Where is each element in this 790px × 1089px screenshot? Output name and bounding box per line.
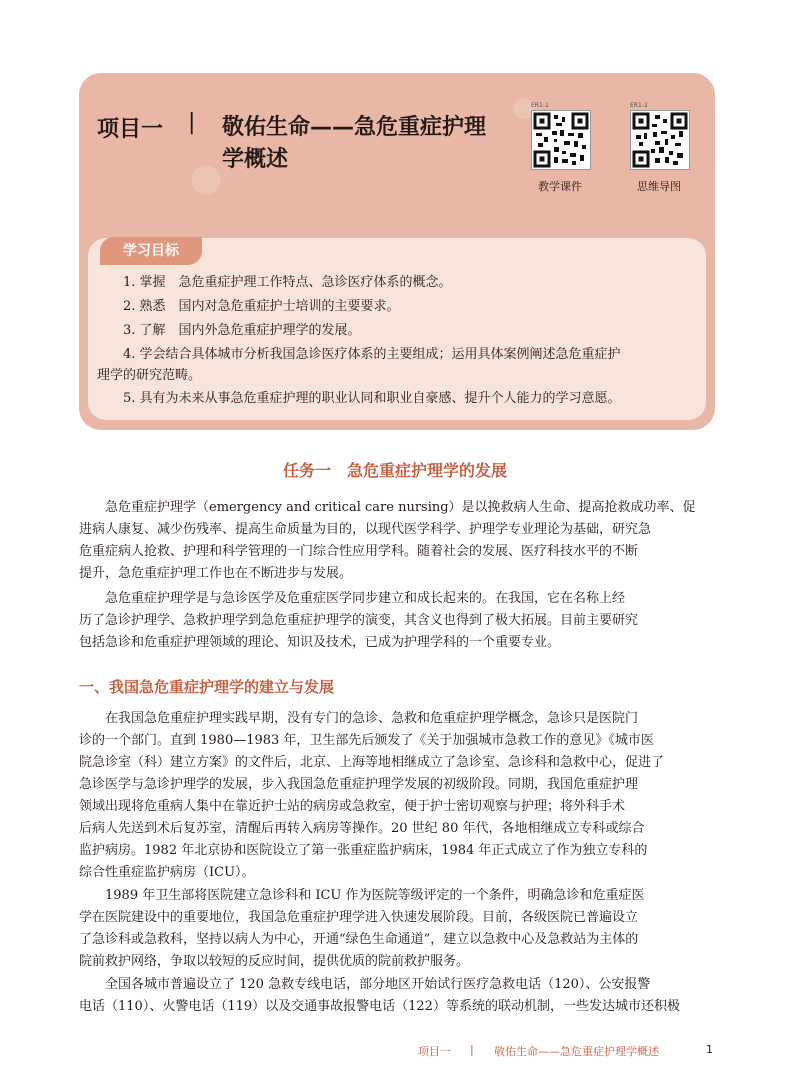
task-title: 任务一 急危重症护理学的发展 xyxy=(282,461,507,480)
text-line: 综合性重症监护病房（ICU）。 xyxy=(79,865,255,880)
text-line: 包括急诊和危重症护理领域的理论、知识及技术，已成为护理学科的一个重要专业。 xyxy=(79,635,561,650)
learning-goals-tag: 学习目标 xyxy=(100,237,202,265)
paragraph xyxy=(79,974,715,1018)
text-line: 提升，急危重症护理工作也在不断进步与发展。 xyxy=(79,566,353,581)
project-title-line1: 敬佑生命——急危重症护理 xyxy=(222,115,487,140)
project-label: 项目一 xyxy=(97,117,164,142)
paragraph xyxy=(79,885,715,973)
goal-item: 4. 学会结合具体城市分析我国急诊医疗体系的主要组成；运用具体案例阐述急危重症护 xyxy=(123,347,621,362)
text-line: 院急诊室（科）建立方案》的文件后，北京、上海等地相继成立了急诊室、急诊科和急救中心，促进了 xyxy=(79,755,665,770)
qr-caption: 思维导图 xyxy=(637,180,681,193)
footer-separator: | xyxy=(470,1043,474,1056)
text-line: 急危重症护理学（emergency and critical care nursing）是以挽救病人生命、提高抢救成功率、促 xyxy=(105,500,696,515)
text-line: 了急诊科或急救科，坚持以病人为中心，开通“绿色生命通道”，建立以急救中心及急救站为主体的 xyxy=(79,932,639,947)
footer-project: 项目一 xyxy=(418,1045,451,1058)
text-line: 急危重症护理学是与急诊医学及危重症医学同步建立和成长起来的。在我国，它在名称上经 xyxy=(105,591,626,606)
qr-courseware[interactable] xyxy=(531,102,591,194)
text-line: 电话（110）、火警电话（119）以及交通事故报警电话（122）等系统的联动机制，一些发达城市还积极 xyxy=(79,999,680,1014)
text-line: 领域出现将危重病人集中在靠近护士站的病房或急救室，便于护士密切观察与护理；将外科手术 xyxy=(79,799,626,814)
qr-code-icon[interactable] xyxy=(531,110,591,170)
text-line: 全国各城市普遍设立了 120 急救专线电话，部分地区开始试行医疗急救电话（120）、公安报警 xyxy=(105,977,651,992)
text-line: 监护病房。1982 年北京协和医院设立了第一张重症监护病床，1984 年正式成立了作为独立专科的 xyxy=(79,843,648,858)
qr-mindmap[interactable] xyxy=(630,102,690,194)
paragraph xyxy=(79,497,715,585)
goal-item: 2. 熟悉 国内对急危重症护士培训的主要要求。 xyxy=(123,299,400,314)
title-separator: | xyxy=(188,110,196,135)
goal-item: 理学的研究范畴。 xyxy=(97,368,202,383)
footer-title: 敬佑生命——急危重症护理学概述 xyxy=(494,1045,659,1058)
text-line: 后病人先送到术后复苏室，清醒后再转入病房等操作。20 世纪 80 年代，各地相继成立专科或综合 xyxy=(79,821,645,836)
text-line: 诊的一个部门。直到 1980—1983 年，卫生部先后颁发了《关于加强城市急救工作的意见》《城市医 xyxy=(79,733,654,748)
qr-code-label: ER1-2 xyxy=(630,102,648,109)
paragraph xyxy=(79,588,715,654)
section-title: 一、我国急危重症护理学的建立与发展 xyxy=(79,678,335,696)
text-line: 学在医院建设中的重要地位，我国急危重症护理学进入快速发展阶段。目前，各级医院已普遍设立 xyxy=(79,910,639,925)
text-line: 在我国急危重症护理实践早期，没有专门的急诊、急救和危重症护理学概念，急诊只是医院门 xyxy=(105,711,639,726)
page-number: 1 xyxy=(706,1043,713,1056)
text-line: 院前救护网络，争取以较短的反应时间，提供优质的院前救护服务。 xyxy=(79,954,470,969)
qr-code-icon[interactable] xyxy=(630,110,690,170)
text-line: 历了急诊护理学、急救护理学到急危重症护理学的演变，其含义也得到了极大拓展。目前主要研究 xyxy=(79,613,639,628)
text-line: 急诊医学与急诊护理学的发展，步入我国急危重症护理学发展的初级阶段。同期，我国危重症护理 xyxy=(79,777,639,792)
text-line: 进病人康复、减少伤残率、提高生命质量为目的，以现代医学科学、护理学专业理论为基础，研究急 xyxy=(79,522,652,537)
text-line: 危重症病人抢救、护理和科学管理的一门综合性应用学科。随着社会的发展、医疗科技水平的不断 xyxy=(79,544,639,559)
paragraph xyxy=(79,708,715,884)
qr-caption: 教学课件 xyxy=(538,180,582,193)
project-title-line2: 学概述 xyxy=(222,147,289,172)
qr-code-label: ER1-1 xyxy=(531,102,549,109)
project-title xyxy=(222,112,512,176)
goal-item: 3. 了解 国内外急危重症护理学的发展。 xyxy=(123,323,361,338)
goal-item: 1. 掌握 急危重症护理工作特点、急诊医疗体系的概念。 xyxy=(123,275,452,290)
text-line: 1989 年卫生部将医院建立急诊科和 ICU 作为医院等级评定的一个条件，明确急诊和危重症医 xyxy=(105,888,645,903)
goal-item: 5. 具有为未来从事急危重症护理的职业认同和职业自豪感、提升个人能力的学习意愿。 xyxy=(123,391,621,406)
